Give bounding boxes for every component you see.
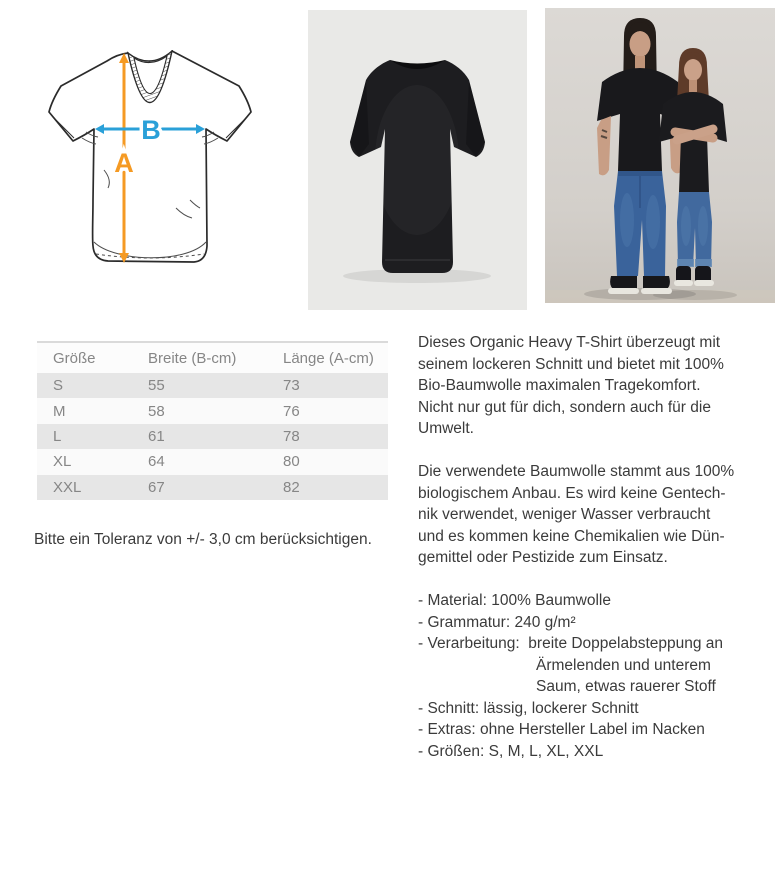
spec-verarbeitung-cont: Ärmelenden und unterem <box>536 656 711 674</box>
width-cell: 64 <box>148 453 165 471</box>
spec-verarbeitung: - Verarbeitung: breite Doppelabsteppung an <box>418 635 724 652</box>
male-model-figure <box>597 18 683 294</box>
tolerance-note: Bitte ein Toleranz von +/- 3,0 cm berücksichtigen. <box>34 531 372 548</box>
spec-grammatur: - Grammatur: 240 g/m² <box>418 613 576 631</box>
tshirt-measurement-diagram-icon <box>48 50 252 266</box>
length-cell: 82 <box>283 478 300 496</box>
product-photo-flat[interactable] <box>308 10 527 310</box>
table-row <box>37 398 388 423</box>
width-cell: 61 <box>148 427 165 445</box>
table-row <box>37 475 388 500</box>
column-header-size: Größe <box>53 349 96 367</box>
length-cell: 80 <box>283 453 300 471</box>
width-cell: 55 <box>148 377 165 395</box>
table-row <box>37 449 388 474</box>
size-cell: XXL <box>53 478 82 496</box>
length-cell: 76 <box>283 402 300 420</box>
product-description <box>418 332 770 762</box>
size-cell: XL <box>53 453 72 471</box>
product-photo-models[interactable] <box>545 8 775 303</box>
length-cell: 78 <box>283 427 300 445</box>
spec-verarbeitung-cont: Saum, etwas rauerer Stoff <box>536 678 716 695</box>
spec-extras: - Extras: ohne Hersteller Label im Nacken <box>418 721 705 738</box>
column-header-length: Länge (A-cm) <box>283 349 374 367</box>
description-line: nik verwendet, weniger Wasser verbraucht <box>418 506 711 523</box>
width-cell: 67 <box>148 478 165 496</box>
description-line: biologischem Anbau. Es wird keine Gentech- <box>418 484 726 502</box>
size-cell: L <box>53 427 62 445</box>
spec-groessen: - Größen: S, M, L, XL, XXL <box>418 742 604 760</box>
column-header-width: Breite (B-cm) <box>148 349 237 367</box>
description-line: gemittel oder Pestizide zum Einsatz. <box>418 549 668 566</box>
table-row <box>37 373 388 398</box>
label-a: A <box>114 148 134 178</box>
size-cell: S <box>53 377 64 395</box>
table-row <box>37 424 388 449</box>
length-cell: 73 <box>283 377 300 395</box>
spec-material: - Material: 100% Baumwolle <box>418 592 611 609</box>
size-cell: M <box>53 402 66 420</box>
description-line: und es kommen keine Chemikalien wie Dün- <box>418 527 725 545</box>
description-line: Bio-Baumwolle maximalen Tragekomfort. <box>418 377 701 394</box>
description-line: seinem lockeren Schnitt und bietet mit 100% <box>418 355 724 373</box>
description-line: Die verwendete Baumwolle stammt aus 100% <box>418 463 735 480</box>
black-tshirt-product-image <box>308 10 527 310</box>
size-table-header-row <box>37 343 388 373</box>
size-diagram-image[interactable] <box>48 50 252 266</box>
label-b: B <box>141 115 161 145</box>
spec-schnitt: - Schnitt: lässig, lockerer Schnitt <box>418 699 639 717</box>
description-line: Umwelt. <box>418 420 474 437</box>
description-line: Nicht nur gut für dich, sondern auch für die <box>418 398 711 416</box>
models-wearing-tshirts-image <box>545 8 775 303</box>
description-line: Dieses Organic Heavy T-Shirt überzeugt mit <box>418 334 721 351</box>
size-table <box>37 341 388 500</box>
width-cell: 58 <box>148 402 165 420</box>
